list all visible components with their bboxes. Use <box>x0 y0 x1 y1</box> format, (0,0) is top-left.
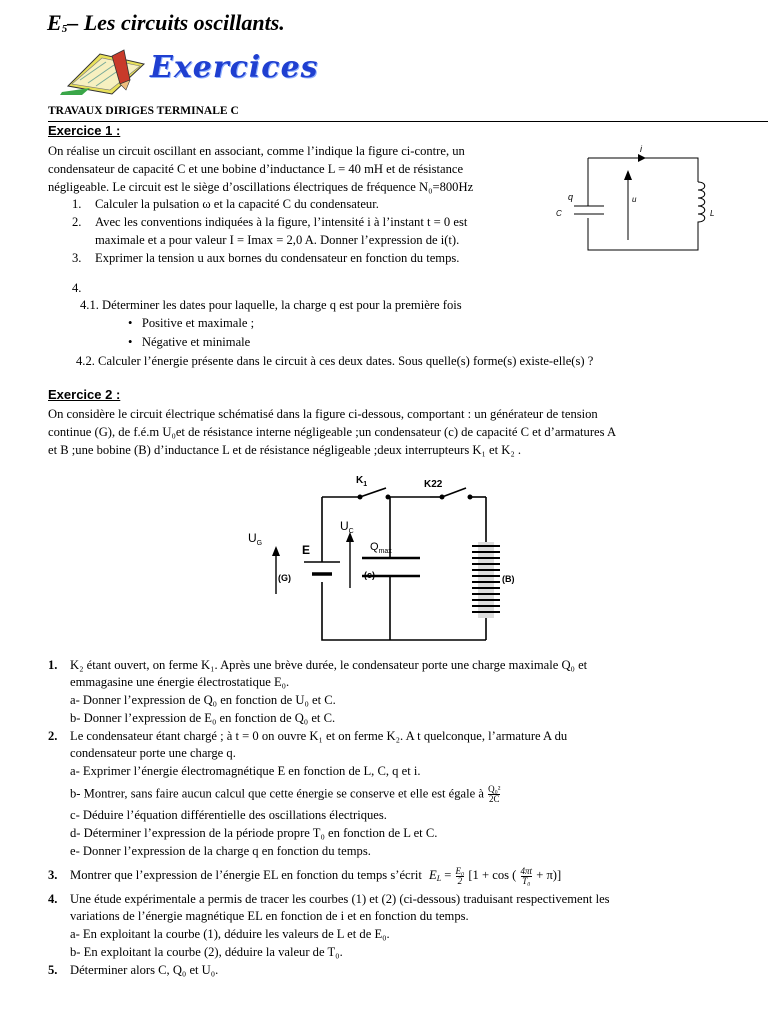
q1-text: Calculer la pulsation ω et la capacité C du condensateur. <box>95 197 379 211</box>
ex2-q1-line: K₂ étant ouvert, on ferme K₁. Après une brève durée, le condensateur porte une charge maximale Q₀ et <box>70 658 588 672</box>
fig-label-k22: K22 <box>424 479 443 490</box>
fig-label-g: (G) <box>278 573 291 583</box>
ex1-intro-line: condensateur de capacité C et une bobine d’inductance L = 40 mH et de résistance <box>48 162 464 176</box>
q2-text: Avec les conventions indiquées à la figure, l’intensité i à l’instant t = 0 est <box>95 215 468 229</box>
ex2-q3-line <box>70 862 561 892</box>
item-number: 3. <box>48 868 58 882</box>
bullet-item: • Négative et minimale <box>128 335 251 349</box>
frac-den: T₀ <box>522 875 531 886</box>
page-title <box>47 10 285 36</box>
coil-inductor <box>472 542 500 618</box>
ex2-intro-line: On considère le circuit électrique schématisé dans la figure ci-dessous, comportant : un générateur de tension <box>48 407 598 421</box>
ex2-q2-line: Le condensateur étant chargé ; à t = 0 on ouvre K₁ et on ferme K₂. A t quelconque, l’armature A du <box>70 729 568 743</box>
q3-text: Exprimer la tension u aux bornes du condensateur en fonction du temps. <box>95 251 460 265</box>
ex1-intro-line: négligeable. Le circuit est le siège d’oscillations électriques de fréquence N₀=800Hz <box>48 180 474 194</box>
q4-1-text: 4.1. Déterminer les dates pour laquelle, la charge q est pour la première fois <box>80 298 462 312</box>
q4-number: 4. <box>72 281 82 295</box>
fig-label-c: (c) <box>364 570 375 580</box>
ex2-q2-line: d- Déterminer l’expression de la période propre T₀ en fonction de L et C. <box>70 826 438 840</box>
ex2-q5-line: Déterminer alors C, Q₀ et U₀. <box>70 963 219 977</box>
ex2-intro-line: continue (G), de f.é.m U₀et de résistance interne négligeable ;un condensateur (c) de capacité C et d’armatures A <box>48 425 617 439</box>
item-number: 5. <box>48 963 58 977</box>
ex2-q4-line: Une étude expérimentale a permis de tracer les courbes (1) et (2) (ci-dessous) traduisant respectivement les <box>70 892 610 906</box>
ug-arrow-icon <box>272 546 280 556</box>
ex2-q4-line: variations de l’énergie magnétique EL en fonction de i et en fonction du temps. <box>70 909 469 923</box>
formula-end: + π)] <box>536 868 562 882</box>
formula-frac-e0-2 <box>456 867 465 886</box>
ex2-q3-text: Montrer que l’expression de l’énergie EL en fonction du temps s’écrit <box>70 868 422 882</box>
fig-label-u: u <box>632 195 637 204</box>
energy-formula <box>428 865 562 886</box>
bullet-text: Positive et maximale ; <box>141 316 255 330</box>
fig-label-k1: $K_1$ <box>356 475 368 488</box>
fig-label-qmax: $Q_{max}$ <box>370 541 392 555</box>
ex1-intro-line: On réalise un circuit oscillant en associant, comme l’indique la figure ci-contre, un <box>48 144 465 158</box>
subtitle: TRAVAUX DIRIGES TERMINALE C <box>48 105 239 117</box>
logo-text: Exercices <box>150 50 319 85</box>
frac-den: 2C <box>489 794 500 804</box>
ex2-q2-line: c- Déduire l’équation différentielle des oscillations électriques. <box>70 808 387 822</box>
lc-circuit-figure <box>548 140 728 260</box>
ex2-q1-line: a- Donner l’expression de Q₀ en fonction de U₀ et C. <box>70 693 336 707</box>
formula-frac-4pit-t0 <box>521 867 533 886</box>
title-code: E <box>47 10 62 35</box>
bullet-text: Négative et minimale <box>141 335 251 349</box>
bullet-item: • Positive et maximale ; <box>128 316 255 330</box>
q3-number: 3. <box>72 251 82 265</box>
exercise-2-heading: Exercice 2 : <box>48 387 121 402</box>
title-text: – Les circuits oscillants. <box>67 10 285 35</box>
q2-text-cont: maximale et a pour valeur I = Imax = 2,0 A. Donner l’expression de i(t). <box>95 233 460 247</box>
fig-label-b: (B) <box>502 574 515 584</box>
header-divider <box>48 121 768 122</box>
ex2-q1-line: b- Donner l’expression de E₀ en fonction de Q₀ et C. <box>70 711 336 725</box>
exercices-logo <box>60 48 320 96</box>
exercise-1-heading: Exercice 1 : <box>48 123 121 138</box>
ex2-q2-line: condensateur porte une charge q. <box>70 746 236 760</box>
fig-label-q: q <box>568 192 574 202</box>
ex2-q4-line: b- En exploitant la courbe (2), déduire la valeur de T₀. <box>70 945 343 959</box>
q2-number: 2. <box>72 215 82 229</box>
notebook-pencil-icon <box>60 48 150 96</box>
rlc-circuit-figure <box>240 470 540 660</box>
item-number: 2. <box>48 729 58 743</box>
fig-label-i: i <box>640 144 642 154</box>
inductor-coil <box>698 182 705 238</box>
frac-num: Q₀² <box>488 784 501 794</box>
item-number: 1. <box>48 658 58 672</box>
voltage-arrow-icon <box>624 170 632 180</box>
fig-label-uc: $U_C$ <box>340 519 354 535</box>
ex2-q2-line <box>70 785 501 804</box>
ex2-q1-line: emmagasine une énergie électrostatique E₀. <box>70 675 290 689</box>
fig-label-c: C <box>556 209 562 218</box>
formula-eq: = <box>441 868 455 882</box>
fraction-q0sq-over-2c <box>488 785 500 804</box>
fig-label-e: E <box>302 543 311 557</box>
formula-lhs: E <box>428 868 437 882</box>
ex2-q2b-text: b- Montrer, sans faire aucun calcul que cette énergie se conserve et elle est égale à <box>70 786 484 801</box>
current-arrow-icon <box>638 154 646 162</box>
frac-num: E₀ <box>455 865 465 876</box>
item-number: 4. <box>48 892 58 906</box>
formula-lhs-sub: L <box>436 874 442 883</box>
frac-num: 4πt <box>520 865 533 876</box>
q1-number: 1. <box>72 197 82 211</box>
ex2-q4-line: a- En exploitant la courbe (1), déduire les valeurs de L et de E₀. <box>70 927 390 941</box>
ex2-q2-line: a- Exprimer l’énergie électromagnétique E en fonction de L, C, q et i. <box>70 764 421 778</box>
title-code-sub: 5 <box>61 23 68 35</box>
frac-den: 2 <box>457 875 463 886</box>
ex2-intro-line: et B ;une bobine (B) d’inductance L et de résistance négligeable ;deux interrupteurs K₁ et K₂ . <box>48 443 522 457</box>
fig-label-l: L <box>710 209 715 218</box>
formula-mid: [1 + cos ( <box>468 868 517 882</box>
ex2-q2-line: e- Donner l’expression de la charge q en fonction du temps. <box>70 844 371 858</box>
fig-label-ug: $U_G$ <box>248 531 263 547</box>
q4-2-text: 4.2. Calculer l’énergie présente dans le circuit à ces deux dates. Sous quelle(s) forme(s) existe-elle(s) ? <box>76 354 594 368</box>
